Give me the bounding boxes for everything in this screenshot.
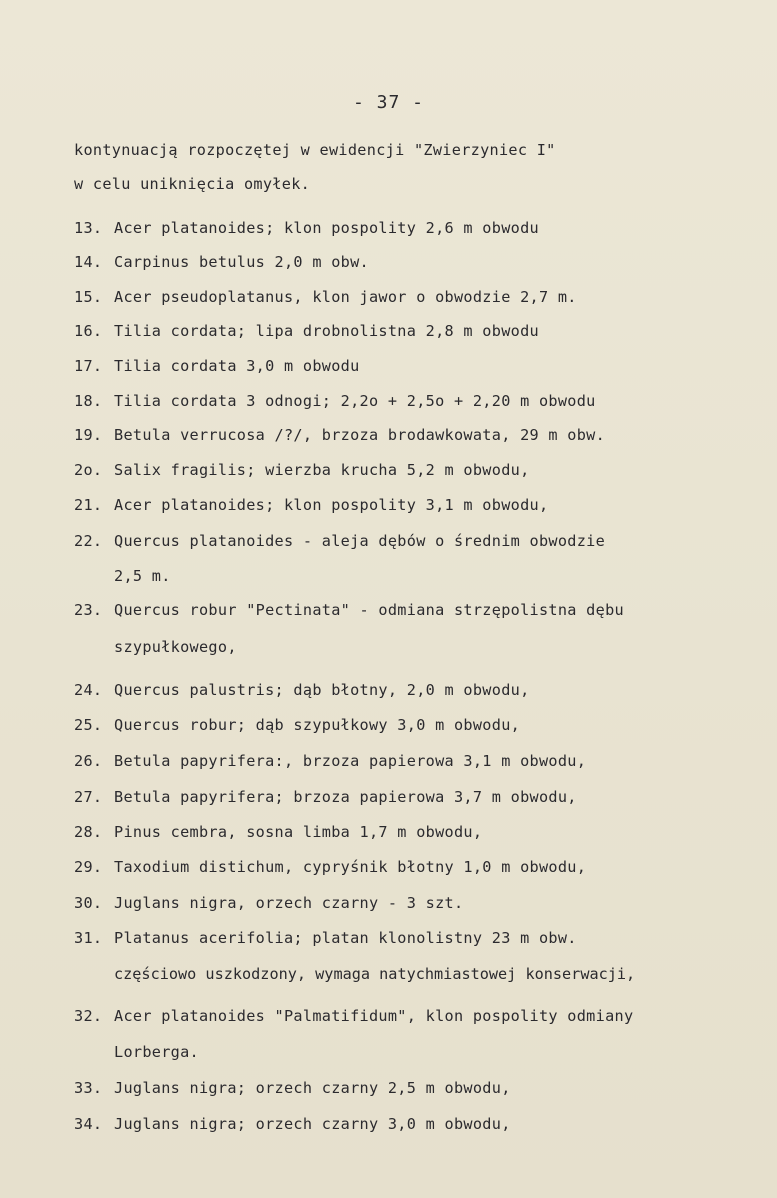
entry-text: Quercus platanoides - aleja dębów o średnim obwodzie [114, 532, 606, 550]
entry-16 [74, 321, 539, 341]
entry-number: 30. [74, 894, 103, 912]
entry-number: 23. [74, 601, 103, 619]
entry-text: Acer platanoides "Palmatifidum", klon pospolity odmiany [114, 1007, 634, 1025]
entry-number: 15. [74, 288, 103, 306]
entry-number: 18. [74, 392, 103, 410]
entry-number: 29. [74, 858, 103, 876]
entry-number: 31. [74, 929, 103, 947]
entry-number: 16. [74, 322, 103, 340]
entry-20 [74, 460, 530, 480]
entry-number: 13. [74, 219, 103, 237]
entry-text: Platanus acerifolia; platan klonolistny 23 m obw. [114, 929, 577, 947]
entry-text: Carpinus betulus 2,0 m obw. [114, 253, 369, 271]
entry-23-continuation: szypułkowego, [114, 638, 237, 656]
entry-text: Acer platanoides; klon pospolity 3,1 m obwodu, [114, 496, 549, 514]
entry-number: 19. [74, 426, 103, 444]
page-number: - 37 - [352, 92, 425, 113]
intro-line-2: w celu uniknięcia omyłek. [74, 175, 311, 193]
entry-number: 14. [74, 253, 103, 271]
entry-30 [74, 893, 463, 913]
entry-text: Quercus palustris; dąb błotny, 2,0 m obwodu, [114, 681, 530, 699]
entry-text: Tilia cordata; lipa drobnolistna 2,8 m obwodu [114, 322, 539, 340]
entry-27 [74, 787, 577, 807]
entry-text: Quercus robur; dąb szypułkowy 3,0 m obwodu, [114, 716, 521, 734]
entry-number: 32. [74, 1007, 103, 1025]
entry-23 [74, 600, 624, 620]
entry-32 [74, 1006, 633, 1026]
entry-number: 28. [74, 823, 103, 841]
entry-21 [74, 495, 548, 515]
entry-text: Betula papyrifera:, brzoza papierowa 3,1 m obwodu, [114, 752, 587, 770]
entry-number: 2o. [74, 461, 103, 479]
entry-number: 33. [74, 1079, 103, 1097]
entry-text: Betula papyrifera; brzoza papierowa 3,7 m obwodu, [114, 788, 577, 806]
entry-19 [74, 425, 605, 445]
entry-number: 24. [74, 681, 103, 699]
entry-number: 17. [74, 357, 103, 375]
entry-number: 25. [74, 716, 103, 734]
entry-31-continuation: częściowo uszkodzony, wymaga natychmiastowej konserwacji, [114, 965, 636, 983]
entry-text: Salix fragilis; wierzba krucha 5,2 m obwodu, [114, 461, 530, 479]
entry-text: Betula verrucosa /?/, brzoza brodawkowata, 29 m obw. [114, 426, 606, 444]
entry-26 [74, 751, 586, 771]
entry-32-continuation: Lorberga. [114, 1043, 199, 1061]
entry-24 [74, 680, 530, 700]
entry-15 [74, 287, 577, 307]
entry-text: Taxodium distichum, cypryśnik błotny 1,0 m obwodu, [114, 858, 587, 876]
entry-text: Acer pseudoplatanus, klon jawor o obwodzie 2,7 m. [114, 288, 577, 306]
entry-25 [74, 715, 520, 735]
entry-number: 34. [74, 1115, 103, 1133]
entry-text: Tilia cordata 3 odnogi; 2,2o + 2,5o + 2,20 m obwodu [114, 392, 596, 410]
entry-29 [74, 857, 586, 877]
entry-17 [74, 356, 360, 376]
entry-text: Juglans nigra, orzech czarny - 3 szt. [114, 894, 464, 912]
entry-14 [74, 252, 369, 272]
entry-text: Tilia cordata 3,0 m obwodu [114, 357, 360, 375]
entry-33 [74, 1078, 511, 1098]
entry-text: Pinus cembra, sosna limba 1,7 m obwodu, [114, 823, 483, 841]
entry-28 [74, 822, 482, 842]
intro-line-1: kontynuacją rozpoczętej w ewidencji "Zwierzyniec I" [74, 141, 556, 159]
entry-18 [74, 391, 596, 411]
entry-13 [74, 218, 539, 238]
entry-number: 27. [74, 788, 103, 806]
entry-31 [74, 928, 577, 948]
entry-22 [74, 531, 605, 551]
entry-number: 26. [74, 752, 103, 770]
entry-text: Acer platanoides; klon pospolity 2,6 m obwodu [114, 219, 539, 237]
entry-22-continuation: 2,5 m. [114, 567, 171, 585]
entry-number: 22. [74, 532, 103, 550]
entry-number: 21. [74, 496, 103, 514]
entry-34 [74, 1114, 511, 1134]
entry-text: Quercus robur "Pectinata" - odmiana strzępolistna dębu [114, 601, 624, 619]
entry-text: Juglans nigra; orzech czarny 3,0 m obwodu, [114, 1115, 511, 1133]
entry-text: Juglans nigra; orzech czarny 2,5 m obwodu, [114, 1079, 511, 1097]
